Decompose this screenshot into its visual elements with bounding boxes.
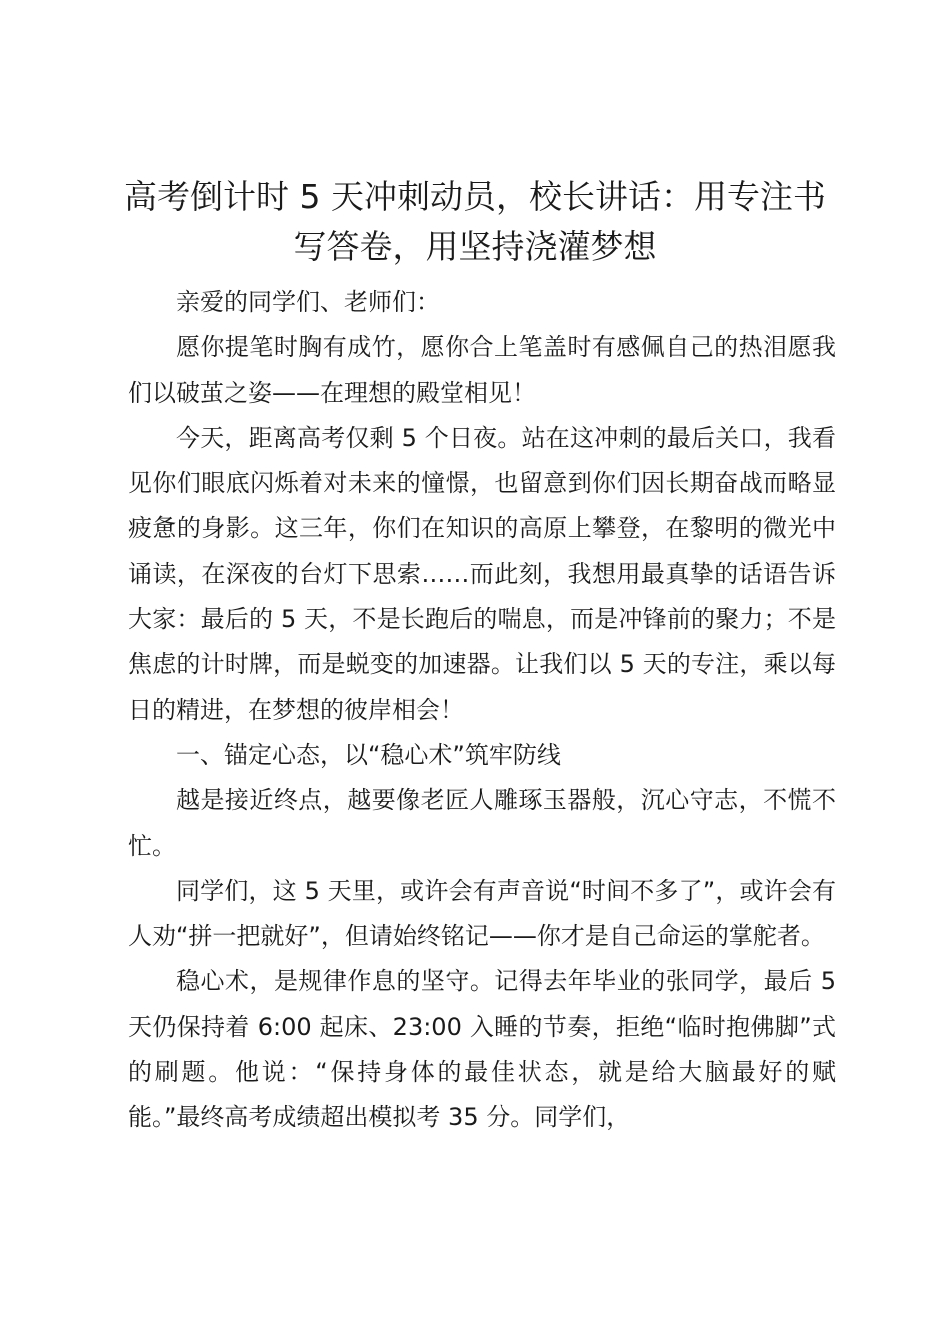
paragraph-voices: 同学们，这 5 天里，或许会有声音说“时间不多了”，或许会有人劝“拼一把就好”，但请始终铭记——你才是自己命运的掌舵者。 <box>128 876 836 951</box>
paragraph-intro: 今天，距离高考仅剩 5 个日夜。站在这冲刺的最后关口，我看见你们眼底闪烁着对未来的憧憬，也留意到你们因长期奋战而略显疲惫的身影。这三年，你们在知识的高原上攀登，在黎明的微光中诵读，在深夜的台灯下思索……而此刻，我想用最真挚的话语告诉大家：最后的 5 天，不是长跑后的喘息，而是冲锋前的聚力；不是焦虑的计时牌，而是蜕变的加速器。让我们以 5 天的专注，乘以每日的精进，在梦想的彼岸相会！ <box>128 423 836 724</box>
paragraph-routine: 稳心术，是规律作息的坚守。记得去年毕业的张同学，最后 5 天仍保持着 6:00 起床、23:00 入睡的节奏，拒绝“临时抱佛脚”式的刷题。他说：“保持身体的最佳状态，就是给大脑最好的赋能。”最终高考成绩超出模拟考 35 分。同学们， <box>128 967 836 1132</box>
paragraph-wish: 愿你提笔时胸有成竹，愿你合上笔盖时有感佩自己的热泪愿我们以破茧之姿——在理想的殿堂相见！ <box>128 333 836 407</box>
document-body <box>128 280 836 1141</box>
document-title: 高考倒计时 5 天冲刺动员，校长讲话：用专注书写答卷，用坚持浇灌梦想 <box>124 177 826 266</box>
section-heading: 一、锚定心态，以“稳心术”筑牢防线 <box>176 740 561 769</box>
paragraph-calm: 越是接近终点，越要像老匠人雕琢玉器般，沉心守志，不慌不忙。 <box>128 786 836 860</box>
salutation: 亲爱的同学们、老师们： <box>176 288 440 316</box>
